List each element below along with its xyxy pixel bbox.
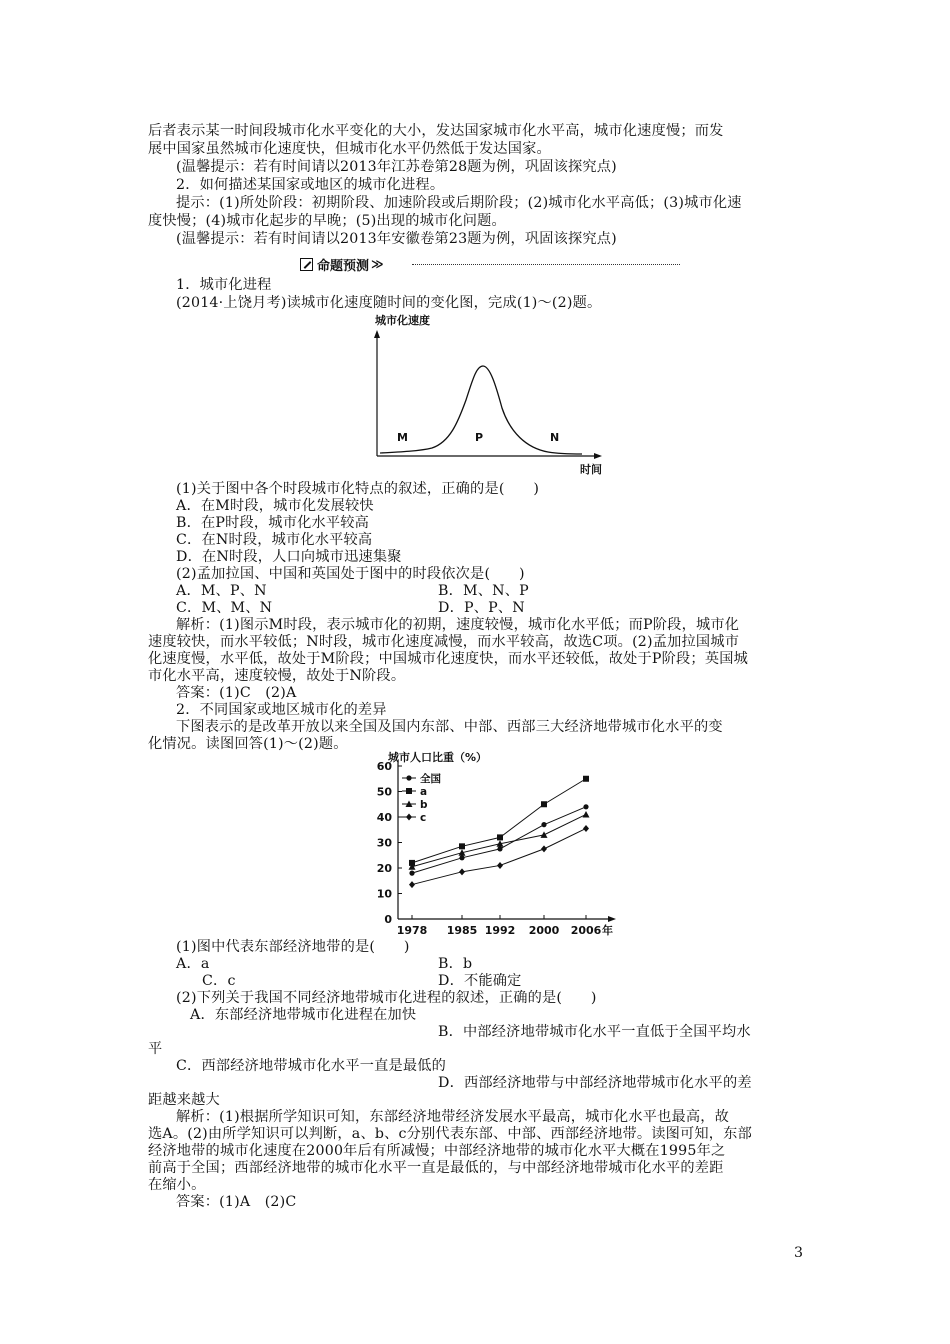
dotted-divider bbox=[412, 264, 680, 265]
chart1-xlabel: 时间 bbox=[580, 463, 602, 476]
chart2-series-line bbox=[412, 814, 586, 866]
option-c: C．在N时段，城市化水平较高 bbox=[176, 532, 373, 548]
option-b: B．b bbox=[438, 956, 473, 972]
option-b-cont: 平 bbox=[148, 1041, 163, 1057]
urban-population-chart bbox=[360, 748, 630, 938]
chart2-point bbox=[583, 804, 588, 809]
chart2-y-tick-label: 60 bbox=[376, 760, 392, 773]
answer-line: 答案：(1)A (2)C bbox=[176, 1194, 297, 1210]
chart2-point bbox=[583, 825, 589, 832]
chart2-point bbox=[497, 834, 503, 840]
chart2-legend-marker bbox=[406, 775, 411, 780]
explanation-line: 解析：(1)图示M时段，表示城市化的初期，速度较慢，城市化水平低；而P阶段，城市化 bbox=[176, 617, 740, 633]
option-d: D．不能确定 bbox=[438, 973, 522, 989]
text-line: (温馨提示：若有时间请以2013年安徽卷第23题为例，巩固该探究点) bbox=[176, 231, 617, 247]
option-a: A．在M时段，城市化发展较快 bbox=[176, 498, 374, 514]
explanation-line: 前高于全国；西部经济地带的城市化水平一直是最低的，与中部经济地带城市化水平的差距 bbox=[148, 1160, 724, 1176]
chart2-point bbox=[497, 862, 503, 869]
explanation-line: 选A。(2)由所学知识可以判断，a、b、c分别代表东部、中部、西部经济地带。读图可知，东部 bbox=[148, 1126, 752, 1142]
sub-question: (1)图中代表东部经济地带的是( ) bbox=[176, 939, 410, 955]
section-title: 命题预测 bbox=[317, 258, 370, 274]
chart2-point bbox=[583, 811, 590, 818]
chart1-label-n: N bbox=[550, 431, 560, 444]
chart2-point bbox=[459, 855, 464, 860]
chart2-x-arrow bbox=[608, 916, 616, 922]
text-line: 度快慢；(4)城市化起步的早晚；(5)出现的城市化问题。 bbox=[148, 213, 506, 229]
chart2-point bbox=[459, 843, 465, 849]
explanation-line: 解析：(1)根据所学知识可知，东部经济地带经济发展水平最高，城市化水平也最高，故 bbox=[176, 1109, 730, 1125]
chart2-y-tick-label: 40 bbox=[376, 811, 392, 824]
text-line: (温馨提示：若有时间请以2013年江苏卷第28题为例，巩固该探究点) bbox=[176, 159, 617, 175]
sub-question: (2)下列关于我国不同经济地带城市化进程的叙述，正确的是( ) bbox=[176, 990, 597, 1006]
option-b: B．在P时段，城市化水平较高 bbox=[176, 515, 370, 531]
chart2-point bbox=[583, 776, 589, 782]
option-c: C．M、M、N bbox=[176, 600, 273, 616]
section-header bbox=[300, 256, 384, 272]
sub-question: (1)关于图中各个时段城市化特点的叙述，正确的是( ) bbox=[176, 481, 540, 497]
question-heading: 1．城市化进程 bbox=[176, 277, 272, 293]
option-b: B．M、N、P bbox=[438, 583, 529, 599]
chart2-point bbox=[459, 868, 465, 875]
chart2-title: 城市人口比重（%） bbox=[388, 751, 488, 764]
option-a: A．a bbox=[176, 956, 210, 972]
chart2-legend-marker bbox=[406, 814, 412, 821]
chart1-label-m: M bbox=[397, 431, 408, 444]
chart2-x-tick-label: 1992 bbox=[484, 924, 516, 937]
chart2-point bbox=[497, 846, 502, 851]
answer-line: 答案：(1)C (2)A bbox=[176, 685, 297, 701]
double-arrow-icon: ≫ bbox=[371, 257, 384, 271]
chart2-legend-label: b bbox=[420, 799, 428, 811]
option-d: D．西部经济地带与中部经济地带城市化水平的差 bbox=[438, 1075, 752, 1091]
explanation-line: 市化水平高，速度较慢，故处于N阶段。 bbox=[148, 668, 406, 684]
option-a: A．M、P、N bbox=[176, 583, 267, 599]
text-line: 展中国家虽然城市化速度快，但城市化水平仍然低于发达国家。 bbox=[148, 141, 551, 157]
sub-question: (2)孟加拉国、中国和英国处于图中的时段依次是( ) bbox=[176, 566, 525, 582]
page-number: 3 bbox=[794, 1245, 804, 1261]
urbanization-speed-chart bbox=[360, 310, 620, 482]
chart2-legend-label: c bbox=[420, 812, 427, 824]
text-line: 2．如何描述某国家或地区的城市化进程。 bbox=[176, 177, 445, 193]
chart2-x-tick-label: 2006 bbox=[570, 924, 602, 937]
chart2-legend-label: 全国 bbox=[420, 773, 441, 785]
question-intro: (2014·上饶月考)读城市化速度随时间的变化图，完成(1)～(2)题。 bbox=[176, 295, 602, 311]
chart2-legend-marker bbox=[406, 788, 412, 794]
chart2-x-unit: 年 bbox=[602, 924, 613, 937]
chart2-point bbox=[541, 831, 548, 838]
chart2-point bbox=[409, 881, 415, 888]
chart1-ylabel: 城市化速度 bbox=[375, 314, 430, 327]
option-d: D．P、P、N bbox=[438, 600, 525, 616]
option-b: B．中部经济地带城市化水平一直低于全国平均水 bbox=[438, 1024, 751, 1040]
chart2-x-tick-label: 2000 bbox=[528, 924, 560, 937]
chart2-point bbox=[541, 801, 547, 807]
chart2-x-tick-label: 1985 bbox=[446, 924, 478, 937]
chart2-y-tick-label: 50 bbox=[376, 785, 392, 799]
chart2-y-tick-label: 0 bbox=[384, 913, 392, 926]
question-intro: 下图表示的是改革开放以来全国及国内东部、中部、西部三大经济地带城市化水平的变 bbox=[176, 719, 723, 735]
chart2-x-tick-label: 1978 bbox=[396, 924, 428, 937]
explanation-line: 化速度慢，水平低，故处于M阶段；中国城市化速度快，而水平还较低，故处于P阶段；英国城 bbox=[148, 651, 748, 667]
question-heading: 2．不同国家或地区城市化的差异 bbox=[176, 702, 387, 718]
option-d-cont: 距越来越大 bbox=[148, 1092, 220, 1108]
question-intro: 化情况。读图回答(1)～(2)题。 bbox=[148, 736, 348, 752]
chart2-point bbox=[541, 822, 546, 827]
explanation-line: 经济地带的城市化速度在2000年后有所减慢；中部经济地带的城市化水平大概在1995年之 bbox=[148, 1143, 726, 1159]
option-c: C．c bbox=[202, 973, 236, 989]
option-d: D．在N时段，人口向城市迅速集聚 bbox=[176, 549, 402, 565]
explanation-line: 在缩小。 bbox=[148, 1177, 206, 1193]
chart2-legend-label: a bbox=[420, 786, 428, 798]
chart1-y-arrow bbox=[374, 330, 380, 338]
option-a: A．东部经济地带城市化进程在加快 bbox=[190, 1007, 417, 1023]
chart2-y-tick-label: 20 bbox=[376, 862, 392, 875]
chart1-x-arrow bbox=[594, 453, 602, 459]
chart2-y-tick-label: 10 bbox=[376, 887, 392, 901]
option-c: C．西部经济地带城市化水平一直是最低的 bbox=[176, 1058, 447, 1074]
explanation-line: 速度较快，而水平较低；N时段，城市化速度减慢，而水平较高，故选C项。(2)孟加拉国城市 bbox=[148, 634, 740, 650]
chart2-point bbox=[409, 871, 414, 876]
chart1-label-p: P bbox=[475, 431, 484, 444]
chart2-point bbox=[541, 845, 547, 852]
text-line: 后者表示某一时间段城市化水平变化的大小，发达国家城市化水平高，城市化速度慢；而发 bbox=[148, 123, 724, 139]
pencil-icon bbox=[300, 258, 313, 271]
chart2-y-tick-label: 30 bbox=[376, 836, 392, 850]
text-line: 提示：(1)所处阶段：初期阶段、加速阶段或后期阶段；(2)城市化水平高低；(3)城市化速 bbox=[176, 195, 742, 211]
